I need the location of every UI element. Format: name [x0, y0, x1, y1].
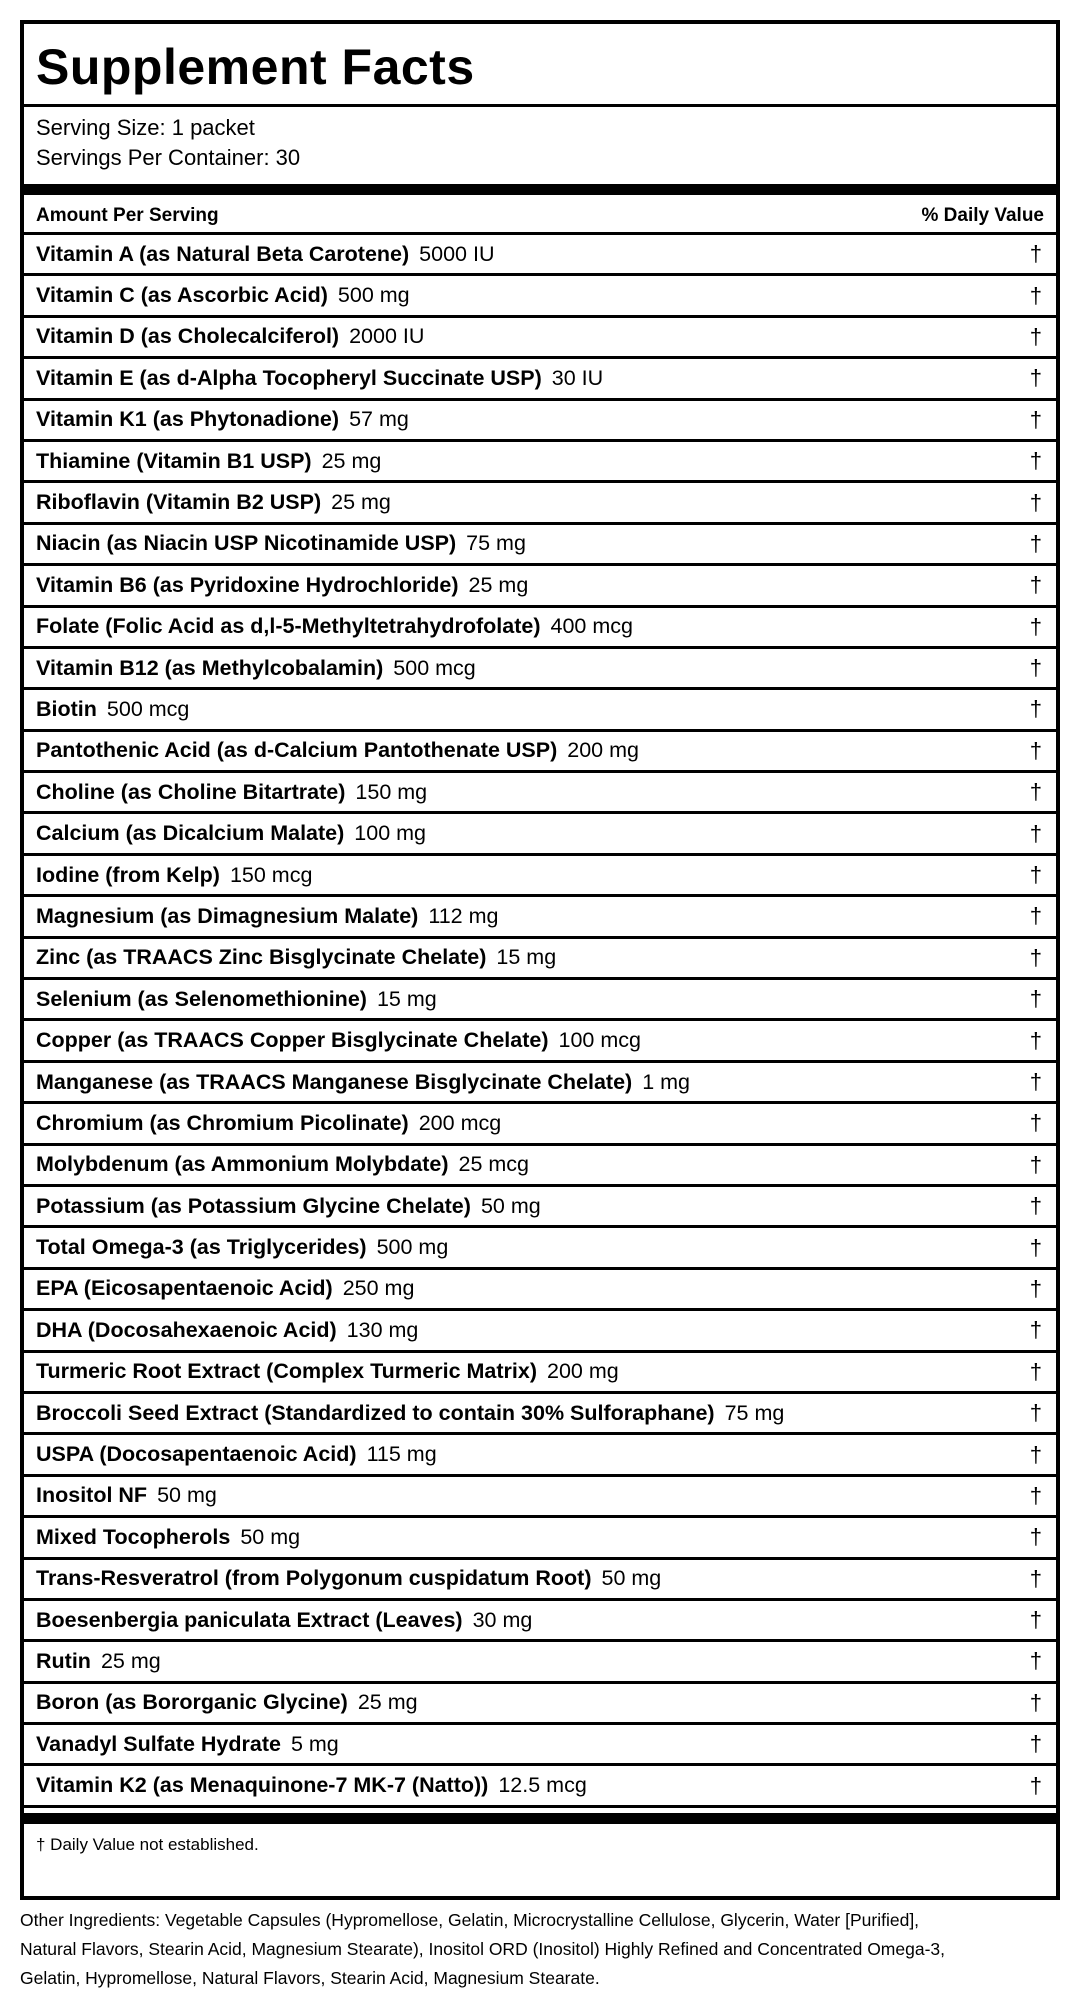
nutrient-name: Boron (as Bororganic Glycine)	[36, 1690, 348, 1715]
nutrient-name: Zinc (as TRAACS Zinc Bisglycinate Chelate)	[36, 945, 487, 970]
daily-value-dagger: †	[1029, 862, 1042, 888]
nutrient-row	[24, 1267, 1056, 1308]
nutrient-name: Vitamin E (as d-Alpha Tocopheryl Succinate USP)	[36, 365, 542, 390]
nutrient-name: Vitamin B12 (as Methylcobalamin)	[36, 655, 384, 680]
daily-value-dagger: †	[1029, 779, 1042, 805]
nutrient-amount: 500 mg	[376, 1235, 449, 1260]
nutrient-amount: 100 mcg	[558, 1028, 641, 1053]
nutrient-amount: 5 mg	[290, 1731, 339, 1756]
nutrient-amount: 500 mcg	[393, 655, 476, 680]
panel-title: Supplement Facts	[36, 39, 475, 95]
other-ingredients	[20, 1906, 1060, 1993]
daily-value-dagger: †	[1029, 1358, 1042, 1384]
daily-value-dagger: †	[1029, 1731, 1042, 1757]
nutrient-amount: 130 mg	[346, 1317, 419, 1342]
nutrient-name: USPA (Docosapentaenoic Acid)	[36, 1442, 357, 1467]
other-ingredients-line: Gelatin, Hypromellose, Natural Flavors, Stearin Acid, Magnesium Stearate.	[20, 1968, 600, 1988]
nutrient-amount: 30 IU	[551, 365, 604, 390]
nutrient-row	[24, 1101, 1056, 1142]
nutrient-name: Molybdenum (as Ammonium Molybdate)	[36, 1152, 449, 1177]
daily-value-dagger: †	[1029, 1565, 1042, 1591]
other-ingredients-line: Natural Flavors, Stearin Acid, Magnesium Stearate), Inositol ORD (Inositol) Highly Refined and Concentrated Omega-3,	[20, 1939, 946, 1959]
nutrient-row	[24, 232, 1056, 273]
daily-value-label: % Daily Value	[921, 205, 1044, 226]
nutrient-row	[24, 1474, 1056, 1515]
nutrient-amount: 25 mcg	[458, 1152, 530, 1177]
daily-value-dagger: †	[1029, 1482, 1042, 1508]
nutrient-name: Choline (as Choline Bitartrate)	[36, 779, 346, 804]
daily-value-dagger: †	[1029, 655, 1042, 681]
nutrient-name: Magnesium (as Dimagnesium Malate)	[36, 903, 419, 928]
nutrient-amount: 50 mg	[240, 1524, 301, 1549]
nutrient-name: Niacin (as Niacin USP Nicotinamide USP)	[36, 531, 457, 556]
nutrient-name: Vitamin B6 (as Pyridoxine Hydrochloride)	[36, 572, 459, 597]
title-divider	[24, 104, 1056, 107]
daily-value-dagger: †	[1029, 1234, 1042, 1260]
nutrient-name: Vitamin K2 (as Menaquinone-7 MK-7 (Natto))	[36, 1773, 489, 1798]
nutrient-row	[24, 1432, 1056, 1473]
nutrient-row	[24, 1225, 1056, 1266]
nutrient-rows	[24, 232, 1056, 1805]
daily-value-dagger: †	[1029, 1317, 1042, 1343]
nutrient-name: Folate (Folic Acid as d,l-5-Methyltetrahydrofolate)	[36, 614, 541, 639]
daily-value-dagger: †	[1029, 323, 1042, 349]
daily-value-dagger: †	[1029, 241, 1042, 267]
daily-value-dagger: †	[1029, 613, 1042, 639]
daily-value-dagger: †	[1029, 1772, 1042, 1798]
nutrient-amount: 200 mg	[567, 738, 639, 763]
nutrient-name: Turmeric Root Extract (Complex Turmeric Matrix)	[36, 1359, 537, 1384]
nutrient-row	[24, 936, 1056, 977]
nutrient-name: Vitamin D (as Cholecalciferol)	[36, 324, 340, 349]
nutrient-amount: 150 mcg	[229, 862, 313, 887]
daily-value-dagger: †	[1029, 820, 1042, 846]
nutrient-name: Mixed Tocopherols	[36, 1524, 231, 1549]
nutrient-amount: 25 mg	[357, 1690, 418, 1715]
nutrient-name: Pantothenic Acid (as d-Calcium Pantothenate USP)	[36, 738, 558, 763]
nutrient-row	[24, 1639, 1056, 1680]
nutrient-row	[24, 480, 1056, 521]
daily-value-dagger: †	[1029, 1400, 1042, 1426]
nutrient-name: Vitamin C (as Ascorbic Acid)	[36, 283, 328, 308]
amount-per-serving-header	[24, 198, 1056, 234]
nutrient-row	[24, 356, 1056, 397]
nutrient-row	[24, 1060, 1056, 1101]
supplement-facts-panel	[20, 20, 1060, 1900]
thick-divider-top	[24, 184, 1056, 195]
nutrient-amount: 50 mg	[480, 1193, 541, 1218]
serving-size: Serving Size: 1 packet	[36, 115, 255, 140]
daily-value-dagger: †	[1029, 406, 1042, 432]
nutrient-amount: 57 mg	[349, 407, 409, 432]
nutrient-amount: 75 mg	[724, 1400, 785, 1425]
nutrient-amount: 25 mg	[468, 572, 529, 597]
daily-value-dagger: †	[1029, 1151, 1042, 1177]
nutrient-amount: 25 mg	[321, 448, 382, 473]
daily-value-dagger: †	[1029, 572, 1042, 598]
nutrient-amount: 400 mcg	[550, 614, 633, 639]
nutrient-row	[24, 1722, 1056, 1763]
daily-value-dagger: †	[1029, 737, 1042, 763]
daily-value-dagger: †	[1029, 1689, 1042, 1715]
nutrient-row	[24, 563, 1056, 604]
nutrient-row	[24, 1350, 1056, 1391]
nutrient-row	[24, 1763, 1056, 1804]
nutrient-name: Trans-Resveratrol (from Polygonum cuspidatum Root)	[36, 1566, 592, 1591]
rows-bottom-border	[24, 1805, 1056, 1808]
nutrient-amount: 250 mg	[342, 1276, 415, 1301]
nutrient-row	[24, 1515, 1056, 1556]
thick-divider-bottom	[24, 1813, 1056, 1824]
nutrient-row	[24, 1184, 1056, 1225]
nutrient-row	[24, 853, 1056, 894]
nutrient-row	[24, 1681, 1056, 1722]
nutrient-name: Riboflavin (Vitamin B2 USP)	[36, 490, 322, 515]
daily-value-dagger: †	[1029, 530, 1042, 556]
servings-per-container: Servings Per Container: 30	[36, 145, 301, 170]
daily-value-dagger: †	[1029, 1193, 1042, 1219]
nutrient-amount: 30 mg	[472, 1607, 533, 1632]
daily-value-dagger: †	[1029, 448, 1042, 474]
daily-value-dagger: †	[1029, 1069, 1042, 1094]
nutrient-name: Broccoli Seed Extract (Standardized to contain 30% Sulforaphane)	[36, 1400, 715, 1425]
daily-value-dagger: †	[1029, 1110, 1042, 1136]
other-ingredients-line: Other Ingredients: Vegetable Capsules (Hypromellose, Gelatin, Microcrystalline Cellulose, Glycerin, Water [Purified],	[20, 1910, 920, 1930]
nutrient-row	[24, 1557, 1056, 1598]
nutrient-row	[24, 811, 1056, 852]
nutrient-row	[24, 605, 1056, 646]
nutrient-name: Rutin	[36, 1648, 91, 1673]
nutrient-name: Total Omega-3 (as Triglycerides)	[36, 1235, 367, 1260]
daily-value-dagger: †	[1029, 986, 1042, 1012]
nutrient-amount: 50 mg	[157, 1483, 217, 1508]
nutrient-row	[24, 729, 1056, 770]
nutrient-amount: 115 mg	[366, 1442, 437, 1467]
nutrient-name: Calcium (as Dicalcium Malate)	[36, 821, 345, 846]
daily-value-dagger: †	[1029, 282, 1042, 308]
nutrient-name: Vanadyl Sulfate Hydrate	[36, 1731, 281, 1756]
nutrient-name: Iodine (from Kelp)	[36, 862, 220, 887]
nutrient-name: Copper (as TRAACS Copper Bisglycinate Chelate)	[36, 1028, 549, 1053]
nutrient-row	[24, 977, 1056, 1018]
nutrient-row	[24, 1308, 1056, 1349]
nutrient-amount: 25 mg	[100, 1648, 161, 1673]
daily-value-dagger: †	[1029, 489, 1042, 515]
nutrient-row	[24, 1143, 1056, 1184]
nutrient-amount: 50 mg	[601, 1566, 662, 1591]
nutrient-name: Biotin	[36, 696, 97, 721]
daily-value-dagger: †	[1029, 903, 1042, 929]
nutrient-row	[24, 522, 1056, 563]
nutrient-amount: 2000 IU	[349, 324, 425, 349]
footnote: † Daily Value not established.	[36, 1835, 259, 1855]
daily-value-dagger: †	[1029, 1607, 1042, 1633]
nutrient-row	[24, 894, 1056, 935]
nutrient-name: Inositol NF	[36, 1483, 148, 1508]
nutrient-amount: 75 mg	[466, 531, 526, 556]
amount-per-serving-label: Amount Per Serving	[36, 205, 219, 226]
nutrient-amount: 25 mg	[331, 490, 391, 515]
nutrient-row	[24, 1598, 1056, 1639]
daily-value-dagger: †	[1029, 1027, 1042, 1053]
daily-value-dagger: †	[1029, 1524, 1042, 1550]
nutrient-name: Boesenbergia paniculata Extract (Leaves)	[36, 1607, 463, 1632]
nutrient-row	[24, 439, 1056, 480]
nutrient-row	[24, 770, 1056, 811]
daily-value-dagger: †	[1029, 365, 1042, 391]
nutrient-name: Thiamine (Vitamin B1 USP)	[36, 448, 312, 473]
nutrient-amount: 500 mg	[337, 283, 410, 308]
nutrient-name: Potassium (as Potassium Glycine Chelate)	[36, 1193, 471, 1218]
nutrient-amount: 1 mg	[642, 1069, 691, 1094]
nutrient-name: Vitamin A (as Natural Beta Carotene)	[36, 241, 410, 266]
nutrient-amount: 15 mg	[376, 986, 437, 1011]
nutrient-name: DHA (Docosahexaenoic Acid)	[36, 1317, 337, 1342]
nutrient-amount: 112 mg	[428, 903, 499, 928]
nutrient-name: Chromium (as Chromium Picolinate)	[36, 1110, 409, 1135]
nutrient-amount: 15 mg	[496, 945, 557, 970]
nutrient-row	[24, 687, 1056, 728]
nutrient-amount: 200 mcg	[418, 1110, 502, 1135]
daily-value-dagger: †	[1029, 1441, 1042, 1467]
nutrient-amount: 100 mg	[354, 821, 426, 846]
nutrient-amount: 5000 IU	[419, 241, 495, 266]
daily-value-dagger: †	[1029, 1648, 1042, 1674]
nutrient-row	[24, 398, 1056, 439]
nutrient-row	[24, 273, 1056, 314]
nutrient-name: EPA (Eicosapentaenoic Acid)	[36, 1276, 333, 1301]
nutrient-amount: 200 mg	[546, 1359, 619, 1384]
daily-value-dagger: †	[1029, 944, 1042, 970]
nutrient-amount: 12.5 mcg	[498, 1773, 587, 1798]
nutrient-name: Manganese (as TRAACS Manganese Bisglycinate Chelate)	[36, 1069, 633, 1094]
nutrient-row	[24, 1391, 1056, 1432]
nutrient-row	[24, 1018, 1056, 1059]
nutrient-name: Selenium (as Selenomethionine)	[36, 986, 367, 1011]
nutrient-row	[24, 646, 1056, 687]
daily-value-dagger: †	[1029, 1275, 1042, 1301]
serving-info	[36, 113, 300, 173]
nutrient-amount: 150 mg	[355, 779, 428, 804]
nutrient-row	[24, 315, 1056, 356]
nutrient-amount: 500 mcg	[106, 696, 190, 721]
daily-value-dagger: †	[1029, 696, 1042, 722]
nutrient-name: Vitamin K1 (as Phytonadione)	[36, 407, 340, 432]
